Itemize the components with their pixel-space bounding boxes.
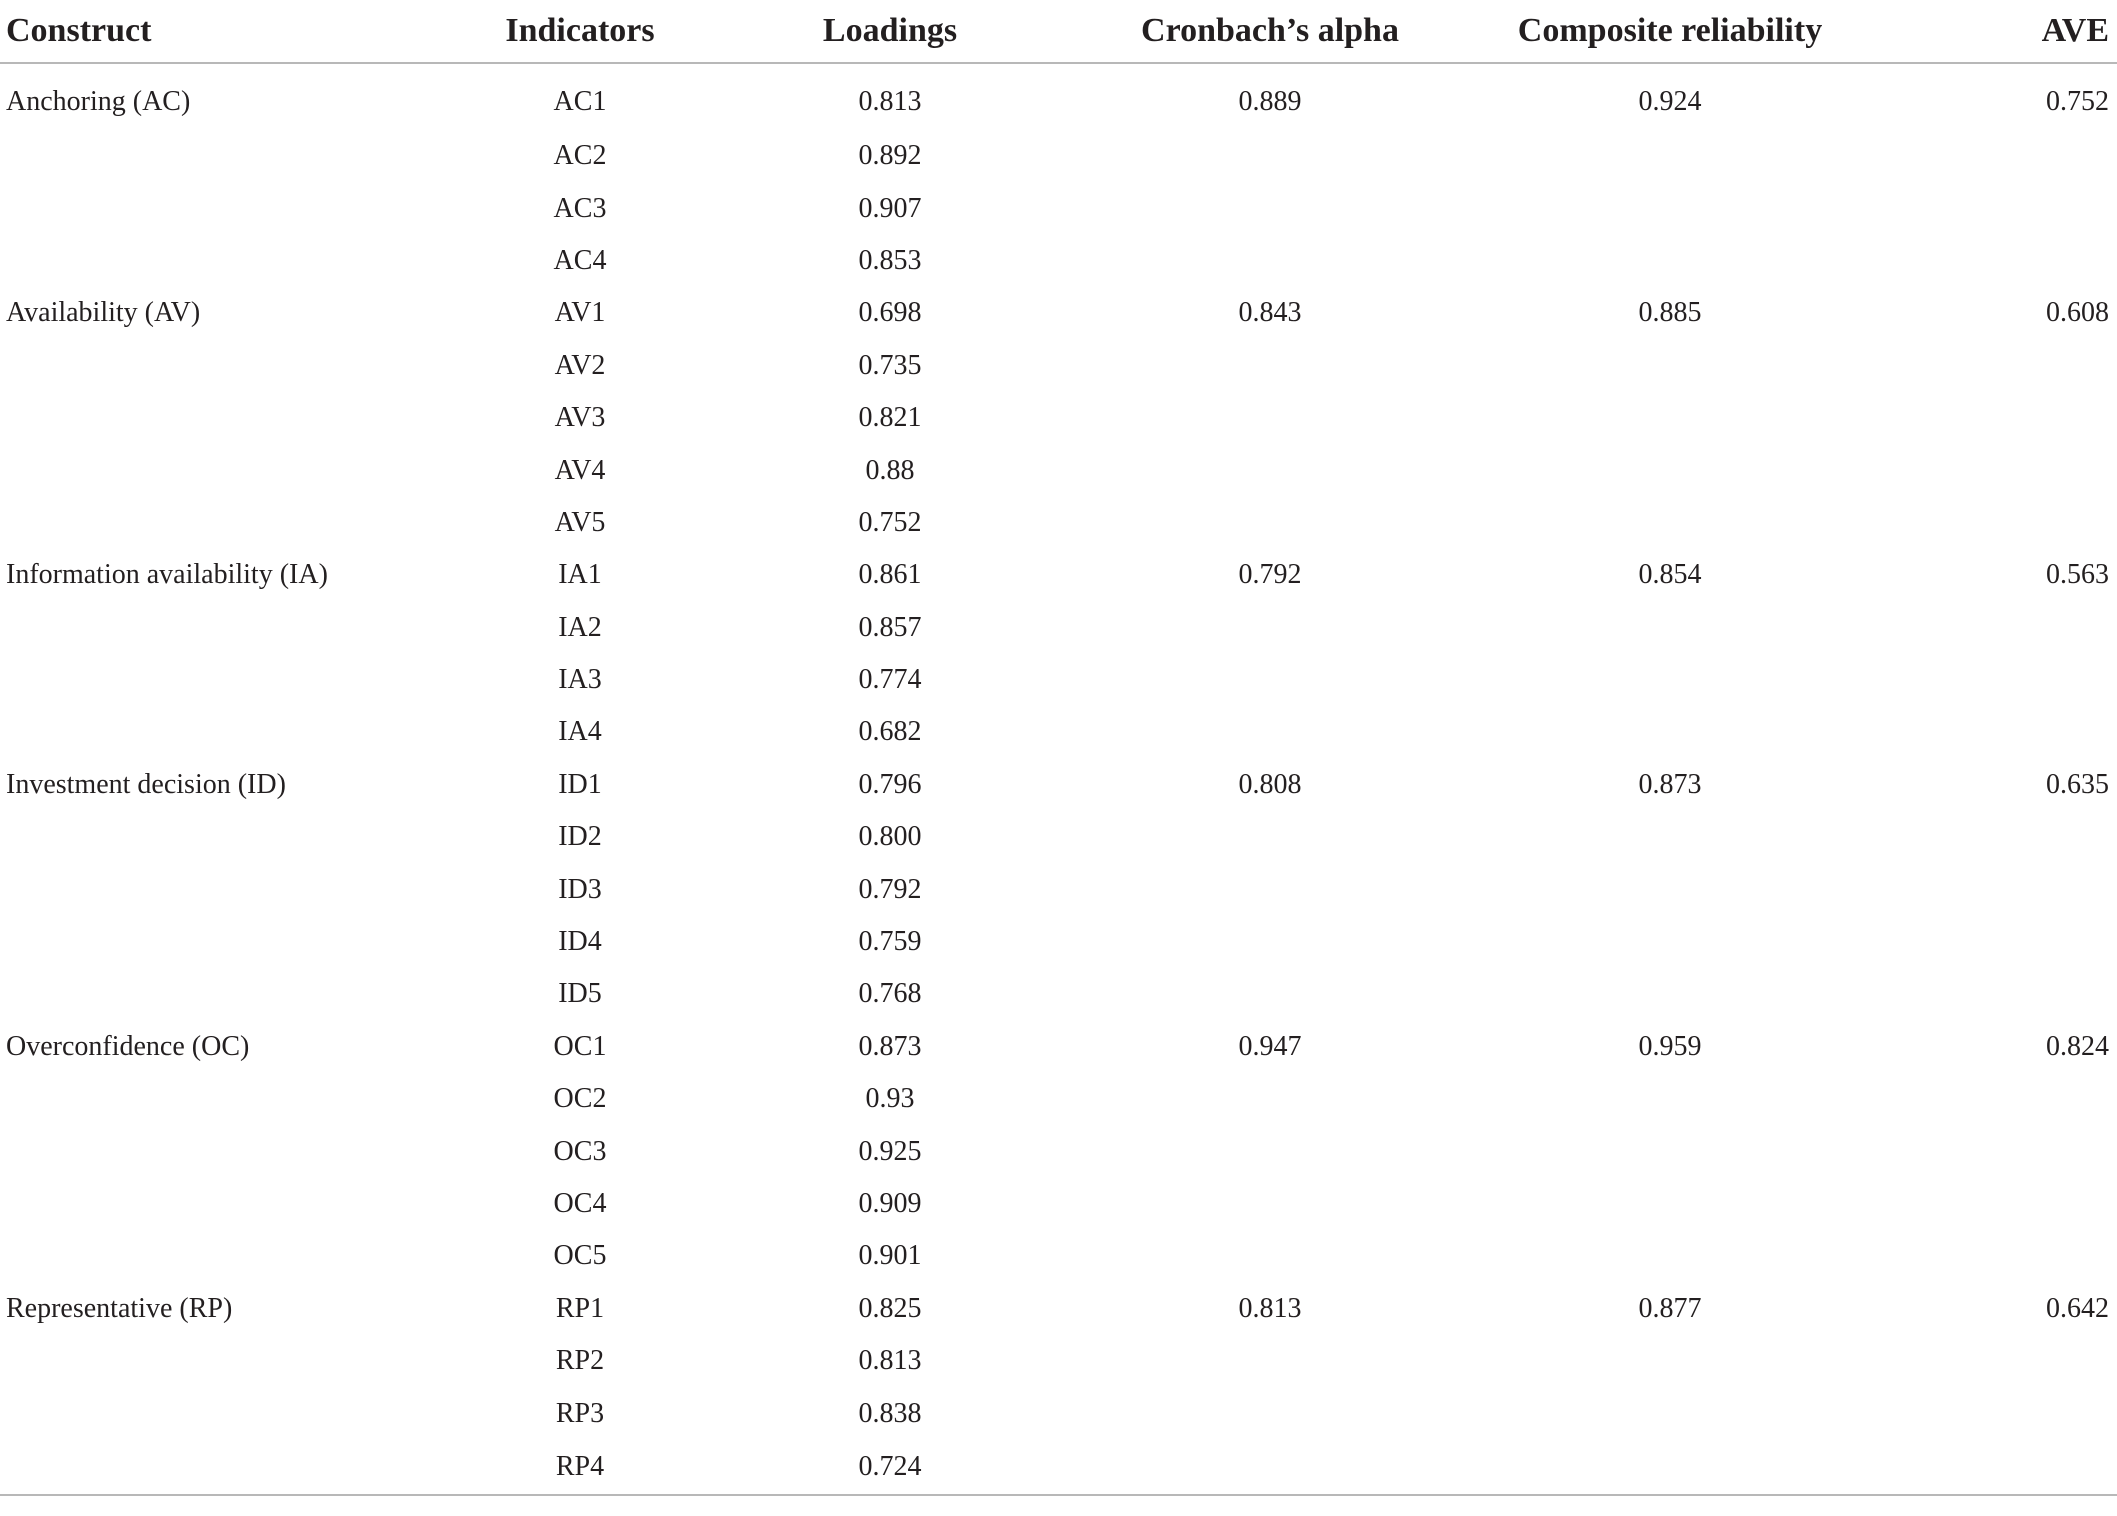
construct-cell bbox=[0, 497, 480, 549]
construct-cell bbox=[0, 340, 480, 392]
loading-cell: 0.724 bbox=[680, 1440, 1100, 1495]
indicator-cell: OC1 bbox=[553, 1030, 607, 1062]
header-loadings: Loadings bbox=[680, 0, 1100, 63]
table-header bbox=[0, 0, 2117, 63]
composite-reliability-cell bbox=[1440, 182, 1900, 234]
table-row bbox=[0, 654, 2117, 706]
indicator-cell: AV3 bbox=[554, 402, 606, 434]
cronbach-alpha-cell bbox=[1100, 1125, 1440, 1177]
table-row bbox=[0, 811, 2117, 863]
construct-cell bbox=[0, 444, 480, 496]
ave-cell bbox=[1900, 654, 2117, 706]
indicator-cell: AV5 bbox=[554, 506, 606, 538]
construct-cell bbox=[0, 916, 480, 968]
table-row bbox=[0, 759, 2117, 811]
cronbach-alpha-cell bbox=[1100, 1230, 1440, 1282]
ave-cell bbox=[1900, 1387, 2117, 1439]
loading-cell: 0.907 bbox=[858, 192, 922, 224]
loading-cell: 0.813 bbox=[858, 86, 922, 117]
loading-cell: 0.752 bbox=[858, 506, 922, 538]
table-row bbox=[0, 968, 2117, 1020]
construct-cell bbox=[0, 1178, 480, 1230]
composite-reliability-cell bbox=[1440, 1440, 1900, 1495]
construct-cell bbox=[0, 1230, 480, 1282]
ave-cell bbox=[1900, 444, 2117, 496]
cronbach-alpha-cell: 0.808 bbox=[1238, 768, 1302, 800]
ave-cell bbox=[1900, 1073, 2117, 1125]
table-row bbox=[0, 1335, 2117, 1387]
indicator-cell: IA4 bbox=[558, 716, 602, 748]
cronbach-alpha-cell bbox=[1100, 863, 1440, 915]
table-row bbox=[0, 1073, 2117, 1125]
loading-cell: 0.759 bbox=[858, 926, 922, 958]
composite-reliability-cell bbox=[1440, 706, 1900, 758]
cronbach-alpha-cell bbox=[1100, 602, 1440, 654]
indicator-cell: ID2 bbox=[558, 821, 602, 853]
indicator-cell: ID3 bbox=[558, 873, 602, 905]
table-row bbox=[0, 1021, 2117, 1073]
composite-reliability-cell: 0.959 bbox=[1638, 1030, 1702, 1062]
ave-cell bbox=[1900, 811, 2117, 863]
cronbach-alpha-cell bbox=[1100, 182, 1440, 234]
table-row bbox=[0, 1125, 2117, 1177]
indicator-cell: IA1 bbox=[558, 559, 602, 591]
loading-cell: 0.768 bbox=[858, 978, 922, 1010]
indicator-cell: IA2 bbox=[558, 611, 602, 643]
loading-cell: 0.892 bbox=[858, 140, 922, 172]
composite-reliability-cell bbox=[1440, 392, 1900, 444]
indicator-cell: OC3 bbox=[553, 1135, 607, 1167]
composite-reliability-cell bbox=[1440, 602, 1900, 654]
composite-reliability-cell bbox=[1440, 235, 1900, 287]
composite-reliability-cell bbox=[1440, 130, 1900, 182]
indicator-cell: OC5 bbox=[553, 1240, 607, 1272]
construct-cell: Representative (RP) bbox=[6, 1292, 233, 1324]
composite-reliability-cell bbox=[1440, 444, 1900, 496]
ave-cell bbox=[1900, 392, 2117, 444]
construct-cell bbox=[0, 602, 480, 654]
indicator-cell: IA3 bbox=[558, 664, 602, 696]
construct-cell bbox=[0, 1387, 480, 1439]
indicator-cell: RP4 bbox=[480, 1440, 680, 1495]
loading-cell: 0.838 bbox=[858, 1397, 922, 1429]
indicator-cell: AC4 bbox=[553, 244, 607, 276]
ave-cell bbox=[1900, 130, 2117, 182]
header-ave: AVE bbox=[1900, 0, 2117, 63]
loading-cell: 0.774 bbox=[858, 664, 922, 696]
table-row bbox=[0, 63, 2117, 130]
loading-cell: 0.873 bbox=[858, 1030, 922, 1062]
ave-cell bbox=[1900, 863, 2117, 915]
ave-cell: 0.752 bbox=[2046, 86, 2109, 117]
indicator-cell: ID1 bbox=[558, 768, 602, 800]
cronbach-alpha-cell bbox=[1100, 340, 1440, 392]
indicator-cell: AC2 bbox=[553, 140, 607, 172]
table-row bbox=[0, 1283, 2117, 1335]
composite-reliability-cell bbox=[1440, 863, 1900, 915]
header-indicators: Indicators bbox=[480, 0, 680, 63]
cronbach-alpha-cell: 0.889 bbox=[1238, 86, 1302, 117]
table-row bbox=[0, 706, 2117, 758]
cronbach-alpha-cell bbox=[1100, 235, 1440, 287]
table-row bbox=[0, 1387, 2117, 1439]
ave-cell bbox=[1900, 182, 2117, 234]
ave-cell bbox=[1900, 340, 2117, 392]
loading-cell: 0.821 bbox=[858, 402, 922, 434]
indicator-cell: RP2 bbox=[555, 1345, 605, 1377]
loading-cell: 0.813 bbox=[858, 1345, 922, 1377]
construct-cell bbox=[0, 1440, 480, 1495]
construct-cell bbox=[0, 968, 480, 1020]
header-cronbach-alpha: Cronbach’s alpha bbox=[1100, 0, 1440, 63]
cronbach-alpha-cell bbox=[1100, 968, 1440, 1020]
composite-reliability-cell: 0.924 bbox=[1638, 86, 1702, 117]
cronbach-alpha-cell bbox=[1100, 654, 1440, 706]
cronbach-alpha-cell bbox=[1100, 497, 1440, 549]
construct-cell bbox=[0, 130, 480, 182]
construct-cell bbox=[0, 182, 480, 234]
table-row bbox=[0, 549, 2117, 601]
cronbach-alpha-cell bbox=[1100, 1335, 1440, 1387]
loading-cell: 0.682 bbox=[858, 716, 922, 748]
composite-reliability-cell bbox=[1440, 916, 1900, 968]
construct-cell: Overconfidence (OC) bbox=[6, 1030, 250, 1062]
composite-reliability-cell bbox=[1440, 1335, 1900, 1387]
table-row bbox=[0, 916, 2117, 968]
construct-cell: Information availability (IA) bbox=[6, 559, 328, 591]
cronbach-alpha-cell bbox=[1100, 706, 1440, 758]
composite-reliability-cell bbox=[1440, 1387, 1900, 1439]
composite-reliability-cell bbox=[1440, 1125, 1900, 1177]
cronbach-alpha-cell bbox=[1100, 392, 1440, 444]
cronbach-alpha-cell bbox=[1100, 444, 1440, 496]
table-row bbox=[0, 602, 2117, 654]
construct-cell: Availability (AV) bbox=[6, 297, 201, 329]
ave-cell: 0.824 bbox=[2046, 1030, 2109, 1062]
ave-cell bbox=[1900, 1125, 2117, 1177]
indicator-cell: OC2 bbox=[553, 1083, 607, 1115]
table-row bbox=[0, 340, 2117, 392]
table-row bbox=[0, 444, 2117, 496]
indicator-cell: OC4 bbox=[553, 1188, 607, 1219]
header-row bbox=[0, 0, 2117, 63]
construct-cell bbox=[0, 235, 480, 287]
loading-cell: 0.861 bbox=[858, 559, 922, 591]
table-row bbox=[0, 235, 2117, 287]
construct-cell bbox=[0, 1125, 480, 1177]
indicator-cell: ID4 bbox=[558, 926, 602, 958]
cronbach-alpha-cell: 0.792 bbox=[1238, 559, 1302, 591]
cronbach-alpha-cell bbox=[1100, 130, 1440, 182]
table-row bbox=[0, 1230, 2117, 1282]
ave-cell: 0.608 bbox=[2046, 297, 2109, 329]
cronbach-alpha-cell bbox=[1100, 1387, 1440, 1439]
cronbach-alpha-cell bbox=[1100, 1178, 1440, 1230]
composite-reliability-cell bbox=[1440, 811, 1900, 863]
ave-cell: 0.642 bbox=[2046, 1292, 2109, 1324]
construct-cell bbox=[0, 811, 480, 863]
cronbach-alpha-cell: 0.947 bbox=[1238, 1030, 1302, 1062]
loading-cell: 0.735 bbox=[858, 349, 922, 381]
cronbach-alpha-cell: 0.843 bbox=[1238, 297, 1302, 329]
composite-reliability-cell bbox=[1440, 340, 1900, 392]
ave-cell bbox=[1900, 916, 2117, 968]
loading-cell: 0.909 bbox=[858, 1188, 922, 1219]
composite-reliability-cell bbox=[1440, 1073, 1900, 1125]
composite-reliability-cell bbox=[1440, 497, 1900, 549]
indicator-cell: RP1 bbox=[555, 1292, 605, 1324]
ave-cell bbox=[1900, 1440, 2117, 1495]
construct-cell bbox=[0, 1335, 480, 1387]
ave-cell bbox=[1900, 1335, 2117, 1387]
table-body bbox=[0, 63, 2117, 1495]
composite-reliability-cell bbox=[1440, 1230, 1900, 1282]
table-row bbox=[0, 863, 2117, 915]
ave-cell bbox=[1900, 706, 2117, 758]
loading-cell: 0.796 bbox=[858, 768, 922, 800]
ave-cell bbox=[1900, 968, 2117, 1020]
ave-cell bbox=[1900, 602, 2117, 654]
loading-cell: 0.800 bbox=[858, 821, 922, 853]
loading-cell: 0.853 bbox=[858, 244, 922, 276]
loading-cell: 0.93 bbox=[865, 1083, 915, 1115]
loading-cell: 0.88 bbox=[865, 454, 915, 486]
cronbach-alpha-cell bbox=[1100, 916, 1440, 968]
loading-cell: 0.901 bbox=[858, 1240, 922, 1272]
cronbach-alpha-cell bbox=[1100, 1073, 1440, 1125]
loading-cell: 0.792 bbox=[858, 873, 922, 905]
table-row bbox=[0, 287, 2117, 339]
construct-cell bbox=[0, 654, 480, 706]
cronbach-alpha-cell: 0.813 bbox=[1238, 1292, 1302, 1324]
indicator-cell: AC3 bbox=[553, 192, 607, 224]
composite-reliability-cell: 0.854 bbox=[1638, 559, 1702, 591]
ave-cell: 0.563 bbox=[2046, 559, 2109, 591]
loading-cell: 0.925 bbox=[858, 1135, 922, 1167]
table-row bbox=[0, 182, 2117, 234]
indicator-cell: AV2 bbox=[554, 349, 606, 381]
composite-reliability-cell bbox=[1440, 654, 1900, 706]
cronbach-alpha-cell bbox=[1100, 811, 1440, 863]
loading-cell: 0.857 bbox=[858, 611, 922, 643]
table-row bbox=[0, 392, 2117, 444]
construct-cell: Investment decision (ID) bbox=[6, 768, 286, 800]
indicator-cell: ID5 bbox=[558, 978, 602, 1010]
loading-cell: 0.698 bbox=[858, 297, 922, 329]
construct-cell bbox=[0, 392, 480, 444]
construct-cell bbox=[0, 706, 480, 758]
indicator-cell: AV4 bbox=[554, 454, 606, 486]
table-row bbox=[0, 130, 2117, 182]
composite-reliability-cell: 0.885 bbox=[1638, 297, 1702, 329]
table-row bbox=[0, 1440, 2117, 1495]
indicator-cell: RP3 bbox=[555, 1397, 605, 1429]
table-row bbox=[0, 1178, 2117, 1230]
header-composite-reliability: Composite reliability bbox=[1440, 0, 1900, 63]
indicator-cell: AC1 bbox=[553, 86, 607, 117]
ave-cell bbox=[1900, 235, 2117, 287]
indicator-cell: AV1 bbox=[554, 297, 606, 329]
composite-reliability-cell bbox=[1440, 968, 1900, 1020]
cronbach-alpha-cell bbox=[1100, 1440, 1440, 1495]
ave-cell bbox=[1900, 1230, 2117, 1282]
construct-cell bbox=[0, 863, 480, 915]
construct-cell: Anchoring (AC) bbox=[6, 86, 191, 117]
composite-reliability-cell bbox=[1440, 1178, 1900, 1230]
ave-cell bbox=[1900, 1178, 2117, 1230]
ave-cell: 0.635 bbox=[2046, 768, 2109, 800]
table-row bbox=[0, 497, 2117, 549]
composite-reliability-cell: 0.877 bbox=[1638, 1292, 1702, 1324]
loading-cell: 0.825 bbox=[858, 1292, 922, 1324]
composite-reliability-cell: 0.873 bbox=[1638, 768, 1702, 800]
construct-cell bbox=[0, 1073, 480, 1125]
ave-cell bbox=[1900, 497, 2117, 549]
header-construct: Construct bbox=[0, 0, 480, 63]
